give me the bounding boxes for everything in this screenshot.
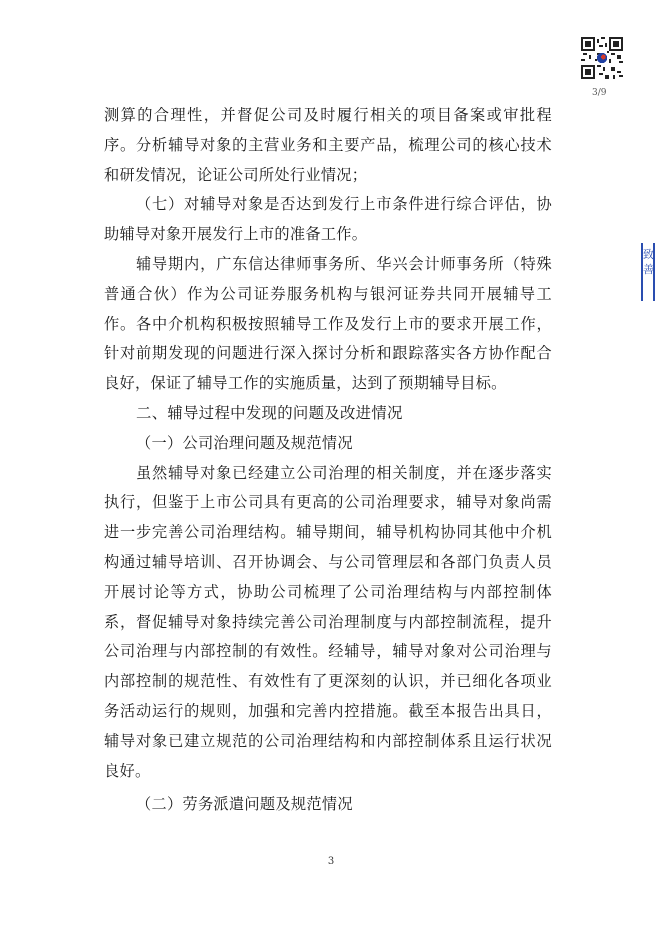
stamp-char: 致	[643, 248, 654, 261]
subsection-heading: （二）劳务派遣问题及规范情况	[136, 795, 353, 814]
page-number: 3	[327, 856, 335, 867]
document-body	[104, 101, 552, 820]
subsection-heading: （一）公司治理问题及规范情况	[136, 433, 353, 452]
paragraph: 虽然辅导对象已经建立公司治理的相关制度，并在逐步落实执行，但鉴于上市公司具有更高的公司治理要求，辅导对象尚需进一步完善公司治理结构。辅导期间，辅导机构协同其他中介机构通过辅导培训、召开协调会、与公司管理层和各部门负责人员开展讨论等方式，协助公司梳理了公司治理结构与内部控制体系，督促辅导对象持续完善公司治理制度与内部控制流程，提升公司治理与内部控制的有效性。经辅导，辅导对象对公司治理与内部控制的规范性、有效性有了更深刻的认识，并已细化各项业务活动运行的规则，加强和完善内控措施。截至本报告出具日，辅导对象已建立规范的公司治理结构和内部控制体系且运行状况良好。	[104, 463, 552, 780]
paragraph: 辅导期内，广东信达律师事务所、华兴会计师事务所（特殊普通合伙）作为公司证券服务机构与银河证券共同开展辅导工作。各中介机构积极按照辅导工作及发行上市的要求开展工作，针对前期发现的问题进行深入探讨分析和跟踪落实各方协作配合良好，保证了辅导工作的实施质量，达到了预期辅导目标。	[104, 254, 552, 393]
seal-stamp	[641, 243, 655, 301]
qr-code-icon	[579, 37, 625, 79]
section-heading: 二、辅导过程中发现的问题及改进情况	[136, 403, 403, 422]
paragraph: 测算的合理性，并督促公司及时履行相关的项目备案或审批程序。分析辅导对象的主营业务和主要产品，梳理公司的核心技术和研发情况，论证公司所处行业情况；	[104, 106, 552, 184]
page-label: 3/9	[592, 88, 607, 98]
stamp-char: 善	[643, 263, 654, 276]
paragraph: （七）对辅导对象是否达到发行上市条件进行综合评估，协助辅导对象开展发行上市的准备工作。	[104, 195, 552, 244]
